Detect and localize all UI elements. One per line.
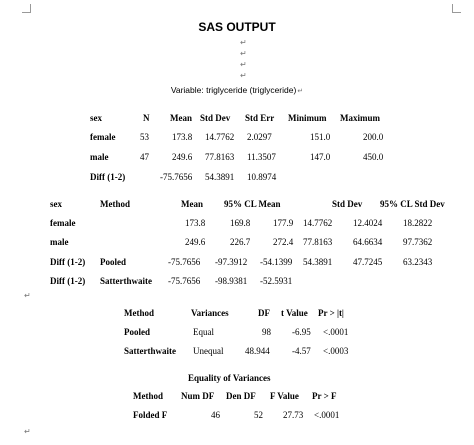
table3-header: Method — [124, 308, 154, 318]
table1-cell: female — [90, 132, 116, 142]
table2-cell: female — [50, 218, 76, 228]
table2-header: Method — [100, 199, 130, 209]
table1-header: Maximum — [340, 113, 380, 123]
table1-cell: 47 — [140, 152, 149, 162]
table1-cell: 54.3891 — [205, 172, 235, 182]
table3-cell: <.0003 — [323, 346, 349, 356]
table2-header: Std Dev — [332, 199, 363, 209]
paragraph-mark: ↵ — [24, 427, 31, 436]
table2-cell: 77.8163 — [303, 237, 333, 247]
paragraph-mark: ↵ — [240, 49, 247, 58]
table1-header: Minimum — [288, 113, 327, 123]
table1-cell: 173.8 — [172, 132, 193, 142]
variable-line: Variable: triglyceride (triglyceride)↵ — [170, 85, 304, 95]
table2-cell: 63.2343 — [403, 257, 433, 267]
table2-cell: 18.2822 — [403, 218, 433, 228]
table1-cell: 450.0 — [363, 152, 384, 162]
table2-cell: 64.6634 — [353, 237, 383, 247]
table3-cell: -6.95 — [292, 327, 311, 337]
table2-cell: Diff (1-2) — [50, 257, 86, 267]
table1-cell: 11.3507 — [247, 152, 276, 162]
table2-cell: 12.4024 — [353, 218, 383, 228]
document-title: SAS OUTPUT — [198, 20, 276, 34]
table3-header: DF — [258, 308, 270, 318]
table2-cell: -52.5931 — [260, 276, 293, 286]
table4-cell: 52 — [254, 410, 263, 420]
table3-cell: 98 — [262, 327, 271, 337]
table2-cell: -97.3912 — [215, 257, 248, 267]
table2-cell: 169.8 — [230, 218, 251, 228]
table4-header: F Value — [270, 391, 299, 401]
table3-cell: Pooled — [124, 327, 150, 337]
table1-cell: 151.0 — [310, 132, 331, 142]
table1-cell: 249.6 — [172, 152, 193, 162]
table1-header: Mean — [170, 113, 192, 123]
table4-title: Equality of Variances — [188, 373, 271, 383]
paragraph-mark: ↵ — [240, 38, 247, 47]
table2-cell: 173.8 — [185, 218, 206, 228]
table1-header: sex — [90, 113, 102, 123]
table1-cell: 53 — [140, 132, 149, 142]
table3-cell: <.0001 — [323, 327, 349, 337]
table1-cell: 147.0 — [310, 152, 331, 162]
table2-cell: 249.6 — [185, 237, 206, 247]
table2-header: 95% CL Std Dev — [380, 199, 445, 209]
table4-header: Method — [133, 391, 163, 401]
paragraph-mark: ↵ — [24, 291, 31, 300]
table1-cell: male — [90, 152, 109, 162]
table2-header: sex — [50, 199, 62, 209]
table3-cell: 48.944 — [245, 346, 270, 356]
table2-cell: Satterthwaite — [100, 276, 152, 286]
table3-cell: Unequal — [193, 346, 224, 356]
paragraph-mark: ↵ — [240, 60, 247, 69]
table2-cell: -54.1399 — [260, 257, 293, 267]
table2-header: 95% CL Mean — [224, 199, 281, 209]
table2-cell: male — [50, 237, 69, 247]
table4-header: Den DF — [226, 391, 256, 401]
table2-cell: 47.7245 — [353, 257, 383, 267]
table2-cell: 14.7762 — [303, 218, 333, 228]
table1-cell: 200.0 — [363, 132, 384, 142]
table2-cell: 177.9 — [273, 218, 294, 228]
table3-cell: Equal — [193, 327, 214, 337]
table3-cell: Satterthwaite — [124, 346, 176, 356]
table1-cell: Diff (1-2) — [90, 172, 126, 182]
table1-cell: 14.7762 — [205, 132, 235, 142]
table1-header: N — [143, 113, 150, 123]
table1-cell: 10.8974 — [247, 172, 277, 182]
table1-header: Std Err — [245, 113, 275, 123]
table2-cell: 226.7 — [230, 237, 251, 247]
paragraph-mark: ↵ — [240, 71, 247, 80]
table4-cell: 46 — [211, 410, 220, 420]
table1-cell: -75.7656 — [160, 172, 193, 182]
table2-cell: -75.7656 — [168, 257, 201, 267]
table2-cell: -75.7656 — [168, 276, 201, 286]
table4-cell: Folded F — [133, 410, 168, 420]
table2-cell: -98.9381 — [215, 276, 248, 286]
table3-header: t Value — [281, 308, 308, 318]
table4-cell: <.0001 — [314, 410, 340, 420]
table3-header: Pr > |t| — [318, 308, 344, 318]
table4-header: Pr > F — [312, 391, 337, 401]
table4-cell: 27.73 — [283, 410, 304, 420]
table2-cell: Diff (1-2) — [50, 276, 86, 286]
table1-cell: 77.8163 — [205, 152, 235, 162]
table2-cell: Pooled — [100, 257, 126, 267]
table4-header: Num DF — [181, 391, 215, 401]
table3-header: Variances — [191, 308, 229, 318]
table2-cell: 272.4 — [273, 237, 294, 247]
table2-cell: 54.3891 — [303, 257, 333, 267]
table2-cell: 97.7362 — [403, 237, 433, 247]
page-corner-mark — [452, 4, 461, 13]
table2-header: Mean — [181, 199, 203, 209]
page-corner-mark — [22, 4, 31, 13]
table3-cell: -4.57 — [292, 346, 311, 356]
table1-header: Std Dev — [200, 113, 231, 123]
table1-cell: 2.0297 — [247, 132, 272, 142]
